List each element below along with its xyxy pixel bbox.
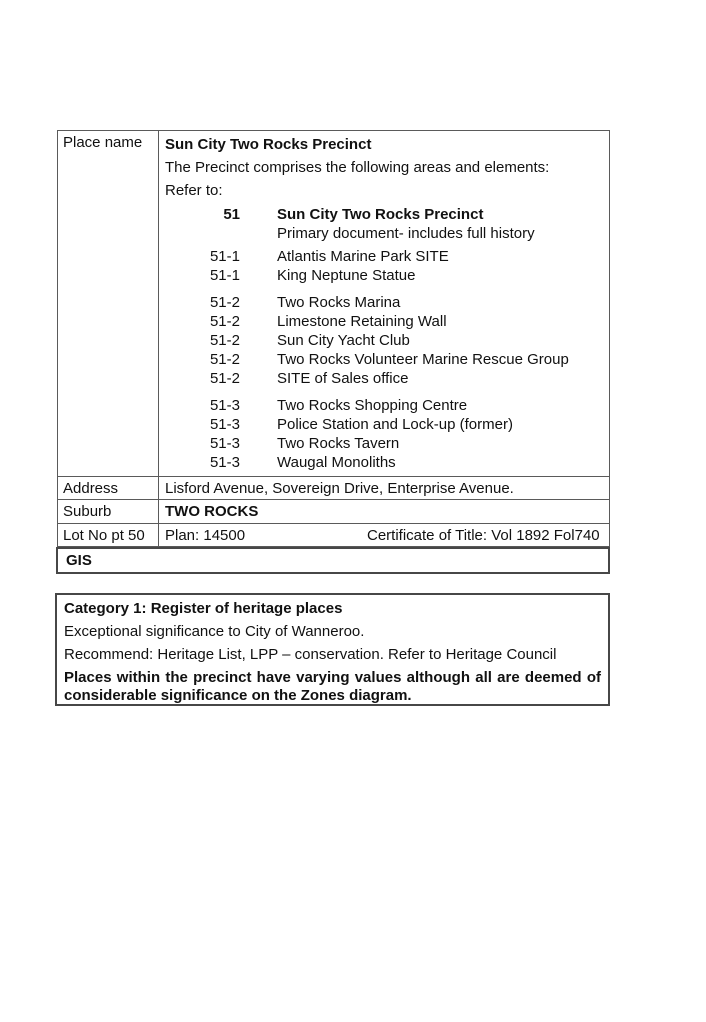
- list-item: [165, 266, 603, 285]
- list-item: [165, 369, 603, 388]
- list-item: [165, 415, 603, 434]
- category-note: Places within the precinct have varying values although all are deemed of considerable significance on the Zones diagram.: [64, 669, 601, 704]
- item-number: 51-1: [209, 248, 240, 265]
- list-item: [165, 453, 603, 472]
- item-label: Sun City Yacht Club: [277, 332, 410, 349]
- item-number: 51-2: [209, 294, 240, 311]
- list-item: [165, 224, 603, 243]
- item-label: SITE of Sales office: [277, 370, 409, 387]
- item-label: Sun City Two Rocks Precinct: [277, 206, 484, 223]
- item-label: Two Rocks Tavern: [277, 435, 400, 452]
- item-number: 51-2: [209, 313, 240, 330]
- list-item: [165, 434, 603, 453]
- list-item: [165, 312, 603, 331]
- place-record-table: [57, 130, 610, 547]
- item-label: Primary document- includes full history: [277, 225, 535, 242]
- place-name-value: [159, 131, 609, 476]
- item-number: 51-3: [209, 435, 240, 452]
- address-label: Address: [58, 477, 159, 499]
- list-item: [165, 350, 603, 369]
- item-number: 51-3: [209, 416, 240, 433]
- table-row-suburb: [58, 499, 609, 523]
- list-item: [165, 331, 603, 350]
- table-row-place-name: [58, 131, 609, 476]
- item-label: Atlantis Marine Park SITE: [277, 248, 449, 265]
- place-refer: Refer to:: [165, 182, 223, 199]
- item-number: 51-1: [209, 267, 240, 284]
- item-number: 51: [223, 206, 240, 223]
- item-label: Two Rocks Marina: [277, 294, 401, 311]
- place-name-label: Place name: [58, 131, 159, 476]
- lot-label: Lot No pt 50: [58, 524, 159, 546]
- item-label: Waugal Monoliths: [277, 454, 396, 471]
- item-number: 51-2: [209, 370, 240, 387]
- gis-row: [56, 547, 610, 574]
- address-value: Lisford Avenue, Sovereign Drive, Enterprise Avenue.: [165, 480, 514, 497]
- item-number: 51-3: [209, 454, 240, 471]
- item-number: 51-2: [209, 332, 240, 349]
- item-number: 51-2: [209, 351, 240, 368]
- suburb-label: Suburb: [58, 500, 159, 523]
- suburb-value: TWO ROCKS: [165, 503, 259, 520]
- list-item: [165, 396, 603, 415]
- place-title: Sun City Two Rocks Precinct: [165, 136, 372, 153]
- certificate-of-title-value: Certificate of Title: Vol 1892 Fol740: [367, 527, 600, 544]
- place-intro: The Precinct comprises the following areas and elements:: [165, 159, 550, 176]
- item-label: King Neptune Statue: [277, 267, 416, 284]
- item-label: Two Rocks Shopping Centre: [277, 397, 468, 414]
- item-number: 51-3: [209, 397, 240, 414]
- table-row-address: [58, 476, 609, 499]
- category-significance: Exceptional significance to City of Wanneroo.: [64, 623, 365, 640]
- item-number: [165, 224, 240, 243]
- table-row-lot: [58, 523, 609, 546]
- lot-value: [159, 524, 609, 546]
- item-label: Police Station and Lock-up (former): [277, 416, 513, 433]
- item-label: Two Rocks Volunteer Marine Rescue Group: [277, 351, 569, 368]
- category-box: [55, 593, 610, 706]
- item-label: Limestone Retaining Wall: [277, 313, 447, 330]
- precinct-element-list: [165, 205, 603, 472]
- gis-label: GIS: [66, 552, 92, 569]
- category-recommendation: Recommend: Heritage List, LPP – conservation. Refer to Heritage Council: [64, 646, 557, 663]
- list-item: [165, 247, 603, 266]
- list-item: [165, 293, 603, 312]
- list-item: [165, 205, 603, 224]
- plan-value: Plan: 14500: [165, 527, 246, 544]
- category-title: Category 1: Register of heritage places: [64, 600, 343, 617]
